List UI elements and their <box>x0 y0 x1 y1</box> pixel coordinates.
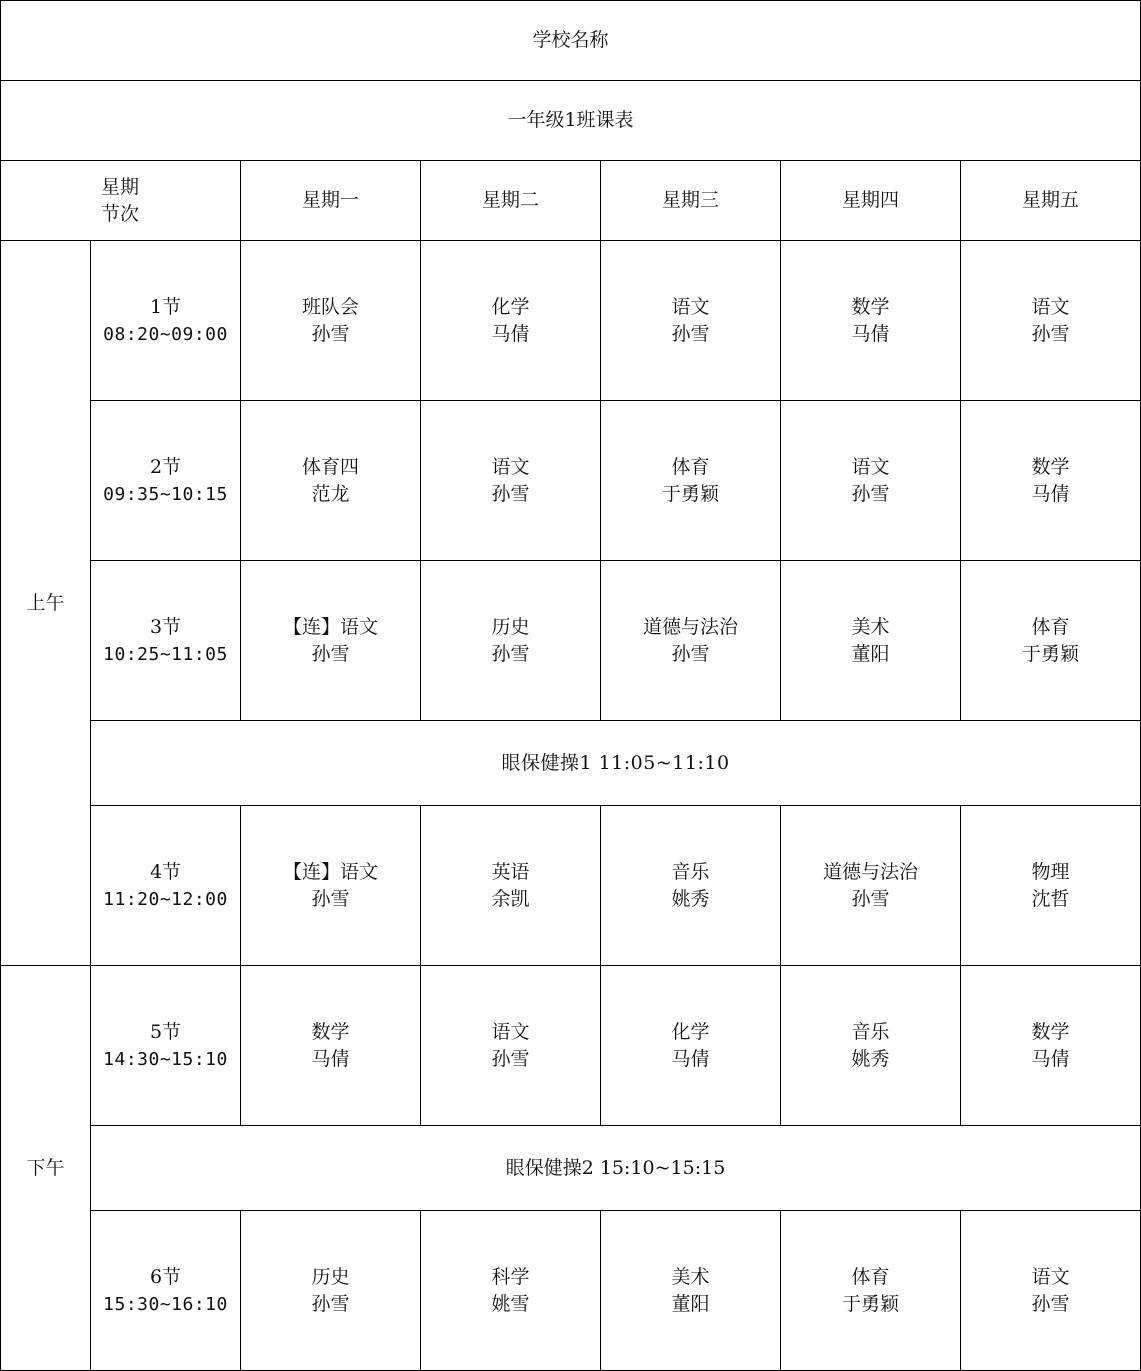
day-header-mon: 星期一 <box>241 161 421 241</box>
subject: 道德与法治 <box>642 615 738 638</box>
class-cell <box>961 1211 1141 1371</box>
subject: 语文 <box>491 1020 530 1043</box>
period-row <box>1 241 1141 401</box>
header-row <box>1 161 1141 241</box>
eye-exercise-1-text: 眼保健操1 11:05~11:10 <box>501 751 730 774</box>
subject: 体育 <box>671 455 710 478</box>
class-cell <box>781 1211 961 1371</box>
day-header-tue: 星期二 <box>421 161 601 241</box>
subject: 语文 <box>1031 1265 1070 1288</box>
teacher: 姚秀 <box>851 1047 890 1070</box>
teacher: 孙雪 <box>491 482 530 505</box>
period-label: 1节 <box>149 295 182 318</box>
subject: 物理 <box>1031 860 1070 883</box>
period-label: 5节 <box>149 1020 182 1043</box>
class-cell <box>601 1211 781 1371</box>
class-cell <box>601 806 781 966</box>
class-cell <box>781 966 961 1126</box>
day-header-wed: 星期三 <box>601 161 781 241</box>
teacher: 马倩 <box>311 1047 350 1070</box>
eye-exercise-row <box>1 1126 1141 1211</box>
teacher: 沈哲 <box>1031 887 1070 910</box>
teacher: 范龙 <box>311 482 350 505</box>
class-cell <box>421 241 601 401</box>
period-label: 2节 <box>149 455 182 478</box>
period-label: 6节 <box>149 1265 182 1288</box>
teacher: 孙雪 <box>491 642 530 665</box>
teacher: 马倩 <box>671 1047 710 1070</box>
period-time: 08:20~09:00 <box>103 323 228 345</box>
subject: 数学 <box>1031 1020 1070 1043</box>
teacher: 孙雪 <box>851 887 890 910</box>
teacher: 董阳 <box>671 1292 710 1315</box>
period-cell <box>91 806 241 966</box>
teacher: 董阳 <box>851 642 890 665</box>
day-header-thu: 星期四 <box>781 161 961 241</box>
period-time: 14:30~15:10 <box>103 1048 228 1070</box>
period-time: 11:20~12:00 <box>103 888 228 910</box>
class-cell <box>421 966 601 1126</box>
afternoon-label: 下午 <box>1 966 91 1371</box>
subject: 数学 <box>851 295 890 318</box>
class-cell <box>781 401 961 561</box>
class-cell <box>961 966 1141 1126</box>
teacher: 余凯 <box>491 887 530 910</box>
teacher: 孙雪 <box>671 642 710 665</box>
subject: 化学 <box>671 1020 710 1043</box>
subject: 语文 <box>491 455 530 478</box>
teacher: 孙雪 <box>1031 322 1070 345</box>
teacher: 孙雪 <box>311 322 350 345</box>
class-cell <box>781 561 961 721</box>
subject: 语文 <box>851 455 890 478</box>
period-row <box>1 966 1141 1126</box>
period-cell <box>91 966 241 1126</box>
class-cell <box>781 806 961 966</box>
subject: 【连】语文 <box>282 615 378 638</box>
subject: 数学 <box>311 1020 350 1043</box>
period-row <box>1 1211 1141 1371</box>
class-cell <box>601 401 781 561</box>
subject: 科学 <box>491 1265 530 1288</box>
period-cell <box>91 1211 241 1371</box>
subject: 语文 <box>1031 295 1070 318</box>
teacher: 马倩 <box>851 322 890 345</box>
period-time: 09:35~10:15 <box>103 483 228 505</box>
period-cell <box>91 401 241 561</box>
class-cell <box>601 241 781 401</box>
class-cell <box>601 966 781 1126</box>
eye-exercise-2-text: 眼保健操2 15:10~15:15 <box>505 1156 726 1179</box>
teacher: 于勇颖 <box>661 482 719 505</box>
teacher: 孙雪 <box>311 642 350 665</box>
class-cell <box>421 561 601 721</box>
subject: 语文 <box>671 295 710 318</box>
class-cell <box>421 401 601 561</box>
teacher: 姚雪 <box>491 1292 530 1315</box>
subject: 美术 <box>671 1265 710 1288</box>
period-cell <box>91 241 241 401</box>
period-row <box>1 561 1141 721</box>
subject: 道德与法治 <box>822 860 918 883</box>
period-row <box>1 401 1141 561</box>
eye-exercise-2 <box>91 1126 1141 1211</box>
class-cell <box>241 1211 421 1371</box>
subject: 美术 <box>851 615 890 638</box>
class-cell <box>961 241 1141 401</box>
period-cell <box>91 561 241 721</box>
eye-exercise-1 <box>91 721 1141 806</box>
class-cell <box>781 241 961 401</box>
teacher: 于勇颖 <box>841 1292 899 1315</box>
subject: 数学 <box>1031 455 1070 478</box>
class-cell <box>241 401 421 561</box>
eye-exercise-row <box>1 721 1141 806</box>
teacher: 马倩 <box>491 322 530 345</box>
class-cell <box>961 561 1141 721</box>
corner-period-label: 节次 <box>101 202 140 225</box>
teacher: 孙雪 <box>311 887 350 910</box>
class-cell <box>241 966 421 1126</box>
school-name: 学校名称 <box>1 1 1141 81</box>
period-row <box>1 806 1141 966</box>
corner-weekday-label: 星期 <box>101 175 140 198</box>
period-label: 3节 <box>149 615 182 638</box>
teacher: 马倩 <box>1031 1047 1070 1070</box>
subject: 体育 <box>1031 615 1070 638</box>
teacher: 孙雪 <box>491 1047 530 1070</box>
subject: 化学 <box>491 295 530 318</box>
class-cell <box>241 806 421 966</box>
class-cell <box>961 806 1141 966</box>
subject: 历史 <box>311 1265 350 1288</box>
teacher: 于勇颖 <box>1022 642 1080 665</box>
teacher: 孙雪 <box>311 1292 350 1315</box>
morning-label: 上午 <box>1 241 91 966</box>
class-cell <box>241 241 421 401</box>
day-header-fri: 星期五 <box>961 161 1141 241</box>
teacher: 孙雪 <box>1031 1292 1070 1315</box>
class-cell <box>601 561 781 721</box>
subject: 体育 <box>851 1265 890 1288</box>
class-cell <box>421 1211 601 1371</box>
corner-header-cell <box>1 161 241 241</box>
subject: 体育四 <box>301 455 359 478</box>
teacher: 孙雪 <box>671 322 710 345</box>
period-time: 15:30~16:10 <box>103 1293 228 1315</box>
subject: 班队会 <box>301 295 359 318</box>
subject: 【连】语文 <box>282 860 378 883</box>
teacher: 马倩 <box>1031 482 1070 505</box>
table-title: 一年级1班课表 <box>1 81 1141 161</box>
class-cell <box>961 401 1141 561</box>
subject: 音乐 <box>671 860 710 883</box>
subject: 英语 <box>491 860 530 883</box>
period-label: 4节 <box>149 860 182 883</box>
subject: 历史 <box>491 615 530 638</box>
class-cell <box>241 561 421 721</box>
teacher: 孙雪 <box>851 482 890 505</box>
teacher: 姚秀 <box>671 887 710 910</box>
period-time: 10:25~11:05 <box>103 643 228 665</box>
class-cell <box>421 806 601 966</box>
subject: 音乐 <box>851 1020 890 1043</box>
